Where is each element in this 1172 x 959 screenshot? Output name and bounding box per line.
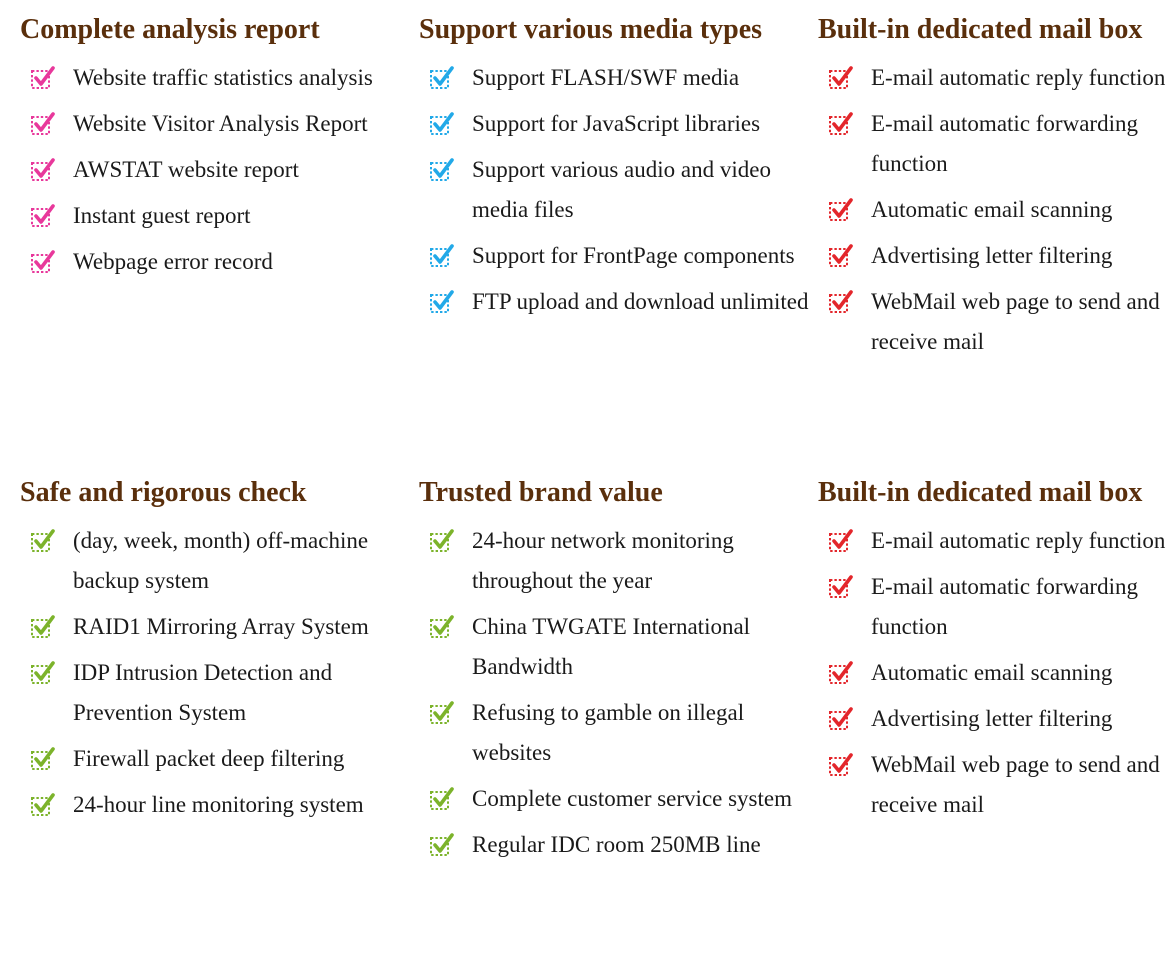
feature-item (20, 196, 419, 236)
blue-checkbox-icon (429, 157, 455, 183)
feature-item (419, 779, 818, 819)
feature-label: Support for FrontPage components (472, 243, 795, 268)
feature-label: Website Visitor Analysis Report (73, 111, 368, 136)
pink-checkbox-icon (30, 203, 56, 229)
feature-label: Support for JavaScript libraries (472, 111, 761, 136)
feature-item (20, 58, 419, 98)
feature-item (818, 745, 1170, 825)
green-checkbox-icon (30, 614, 56, 640)
feature-list (818, 58, 1170, 362)
feature-label: 24-hour network monitoring throughout the year (472, 528, 734, 593)
red-checkbox-icon (828, 706, 854, 732)
feature-item (419, 693, 818, 773)
feature-label: E-mail automatic reply function (871, 528, 1166, 553)
pink-checkbox-icon (30, 111, 56, 137)
green-checkbox-icon (30, 746, 56, 772)
section-title: Safe and rigorous check (20, 477, 307, 508)
green-checkbox-icon (429, 528, 455, 554)
features-grid (20, 12, 1170, 945)
feature-label: China TWGATE International Bandwidth (472, 614, 751, 679)
feature-label: RAID1 Mirroring Array System (73, 614, 369, 639)
pink-checkbox-icon (30, 157, 56, 183)
feature-list (419, 58, 818, 322)
green-checkbox-icon (429, 614, 455, 640)
feature-label: AWSTAT website report (73, 157, 299, 182)
green-checkbox-icon (30, 792, 56, 818)
green-checkbox-icon (429, 832, 455, 858)
feature-label: Support FLASH/SWF media (472, 65, 740, 90)
blue-checkbox-icon (429, 111, 455, 137)
section-title: Built-in dedicated mail box (818, 14, 1143, 45)
feature-item (818, 282, 1170, 362)
feature-label: Support various audio and video media files (472, 157, 771, 222)
section-security-check (20, 475, 419, 945)
feature-label: E-mail automatic forwarding function (871, 574, 1138, 639)
feature-item (818, 699, 1170, 739)
red-checkbox-icon (828, 574, 854, 600)
feature-item (419, 150, 818, 230)
feature-list (20, 521, 419, 825)
section-title: Built-in dedicated mail box (818, 477, 1143, 508)
red-checkbox-icon (828, 111, 854, 137)
feature-item (818, 653, 1170, 693)
feature-list (419, 521, 818, 865)
green-checkbox-icon (429, 786, 455, 812)
green-checkbox-icon (429, 700, 455, 726)
feature-item (818, 104, 1170, 184)
green-checkbox-icon (30, 660, 56, 686)
red-checkbox-icon (828, 197, 854, 223)
feature-label: Instant guest report (73, 203, 251, 228)
pink-checkbox-icon (30, 65, 56, 91)
red-checkbox-icon (828, 752, 854, 778)
feature-label: Automatic email scanning (871, 660, 1113, 685)
feature-label: Webpage error record (73, 249, 273, 274)
green-checkbox-icon (30, 528, 56, 554)
feature-label: WebMail web page to send and receive mail (871, 289, 1160, 354)
feature-item (419, 521, 818, 601)
feature-item (20, 104, 419, 144)
section-analysis-report (20, 12, 419, 475)
feature-item (419, 607, 818, 687)
section-brand-value (419, 475, 818, 945)
red-checkbox-icon (828, 528, 854, 554)
red-checkbox-icon (828, 289, 854, 315)
blue-checkbox-icon (429, 65, 455, 91)
feature-item (818, 567, 1170, 647)
feature-item (20, 242, 419, 282)
feature-label: Complete customer service system (472, 786, 793, 811)
feature-item (818, 521, 1170, 561)
feature-label: IDP Intrusion Detection and Prevention System (73, 660, 333, 725)
feature-item (419, 236, 818, 276)
feature-item (419, 825, 818, 865)
section-mail-box-2 (818, 475, 1170, 945)
pink-checkbox-icon (30, 249, 56, 275)
feature-item (20, 521, 419, 601)
section-title: Support various media types (419, 14, 763, 45)
feature-item (20, 785, 419, 825)
feature-label: WebMail web page to send and receive mail (871, 752, 1160, 817)
feature-label: Firewall packet deep filtering (73, 746, 345, 771)
feature-item (419, 58, 818, 98)
feature-label: Advertising letter filtering (871, 706, 1113, 731)
blue-checkbox-icon (429, 243, 455, 269)
section-title: Complete analysis report (20, 14, 320, 45)
red-checkbox-icon (828, 65, 854, 91)
feature-label: E-mail automatic reply function (871, 65, 1166, 90)
red-checkbox-icon (828, 660, 854, 686)
feature-label: E-mail automatic forwarding function (871, 111, 1138, 176)
feature-label: Refusing to gamble on illegal websites (472, 700, 745, 765)
feature-item (20, 607, 419, 647)
feature-label: FTP upload and download unlimited (472, 289, 809, 314)
section-mail-box (818, 12, 1170, 475)
feature-list (20, 58, 419, 282)
feature-label: 24-hour line monitoring system (73, 792, 364, 817)
section-title: Trusted brand value (419, 477, 663, 508)
feature-item (419, 104, 818, 144)
feature-list (818, 521, 1170, 825)
feature-label: Automatic email scanning (871, 197, 1113, 222)
red-checkbox-icon (828, 243, 854, 269)
section-media-types (419, 12, 818, 475)
feature-item (818, 190, 1170, 230)
feature-label: Website traffic statistics analysis (73, 65, 373, 90)
feature-label: (day, week, month) off-machine backup system (73, 528, 369, 593)
feature-item (818, 58, 1170, 98)
feature-item (20, 739, 419, 779)
feature-label: Regular IDC room 250MB line (472, 832, 761, 857)
feature-item (20, 653, 419, 733)
feature-label: Advertising letter filtering (871, 243, 1113, 268)
feature-item (818, 236, 1170, 276)
feature-item (419, 282, 818, 322)
feature-item (20, 150, 419, 190)
blue-checkbox-icon (429, 289, 455, 315)
